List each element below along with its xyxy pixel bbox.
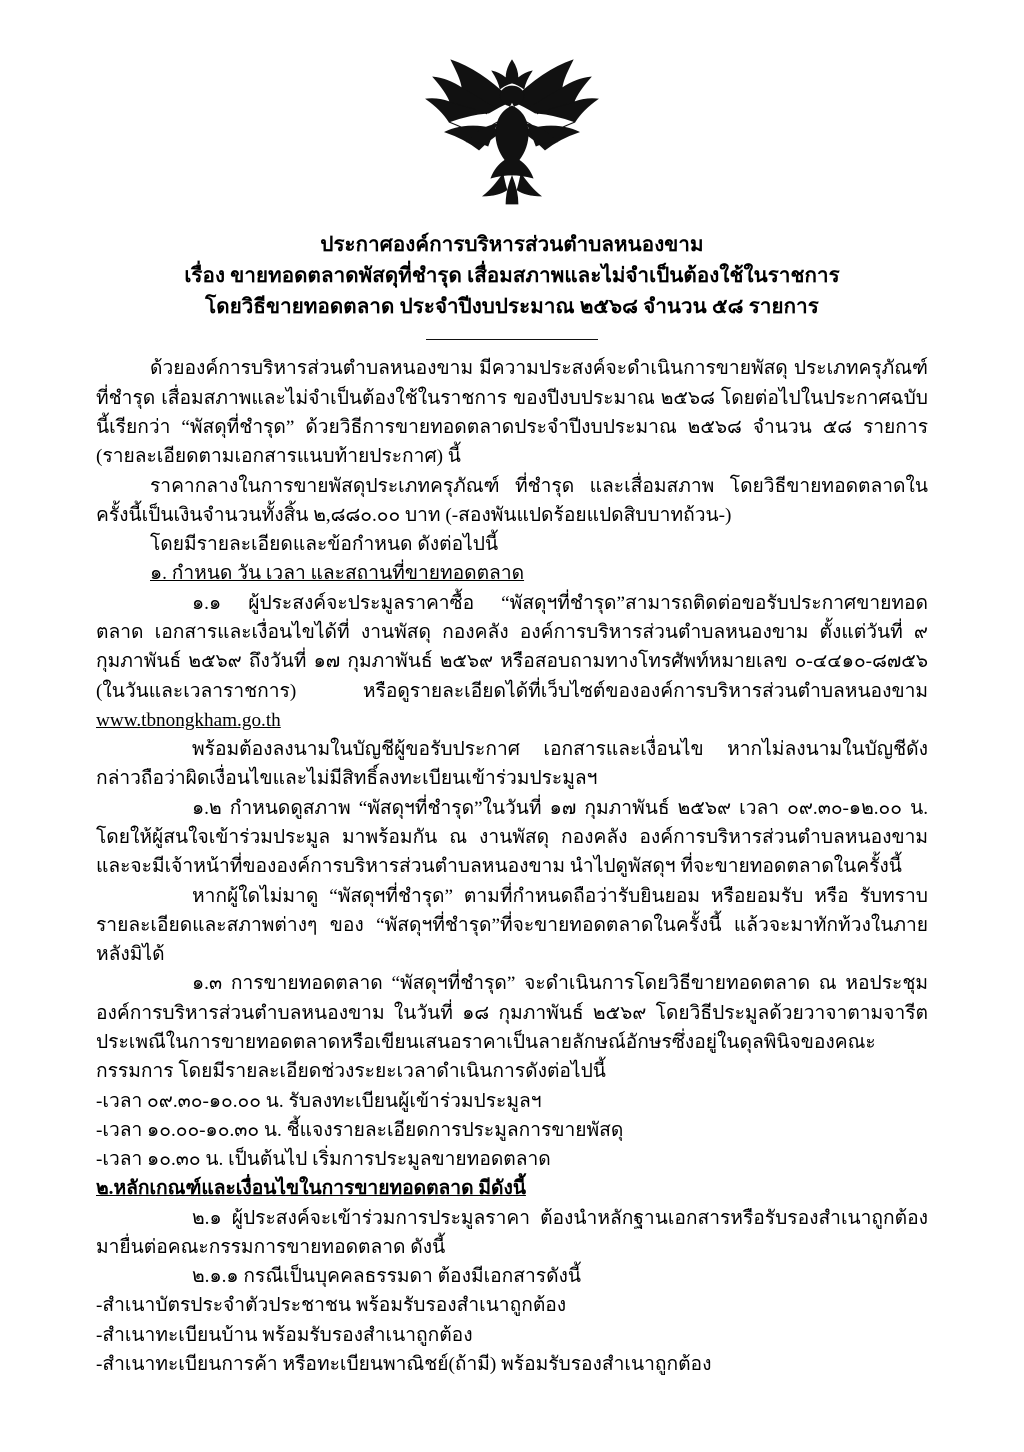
clause-1-3: ๑.๓ การขายทอดตลาด “พัสดุฯที่ชำรุด” จะดำเนินการโดยวิธีขายทอดตลาด ณ หอประชุมองค์การบริหารส่วนตำบลหนองขาม ในวันที่ ๑๘ กุมภาพันธ์ ๒๕๖๙ โดยวิธีประมูลด้วยวาจาตามจารีตประเพณีในการขายทอดตลาดหรือเขียนเสนอราคาเป็นลายลักษณ์อักษรซึ่งอยู่ในดุลพินิจของคณะกรรมการ โดยมีรายละเอียดช่วงระยะเวลาดำเนินการดังต่อไปนี้ [96, 973, 928, 1083]
clause-1-2-note: หากผู้ใดไม่มาดู “พัสดุฯที่ชำรุด” ตามที่กำหนดถือว่ารับยินยอม หรือยอมรับ หรือ รับทราบ รายละเอียดและสภาพต่างๆ ของ “พัสดุฯที่ชำรุด”ที่จะขายทอดตลาดในครั้งนี้ แล้วจะมาทักท้วงในภายหลังมิได้ [96, 885, 928, 966]
schedule-item-2: -เวลา ๑๐.๐๐-๑๐.๓๐ น. ชี้แจงรายละเอียดการประมูลการขายพัสดุ [96, 1119, 624, 1141]
paragraph-base-price: ราคากลางในการขายพัสดุประเภทครุภัณฑ์ ที่ชำรุด และเสื่อมสภาพ โดยวิธีขายทอดตลาดในครั้งนี้เป็นเงินจำนวนทั้งสิ้น ๒,๘๘๐.๐๐ บาท (-สองพันแปดร้อยแปดสิบบาทถ้วน-) [96, 475, 928, 526]
clause-2-1: ๒.๑ ผู้ประสงค์จะเข้าร่วมการประมูลราคา ต้องนำหลักฐานเอกสารหรือรับรองสำเนาถูกต้องมายื่นต่อคณะกรรมการขายทอดตลาด ดังนี้ [96, 1207, 928, 1258]
paragraph-intro: ด้วยองค์การบริหารส่วนตำบลหนองขาม มีความประสงค์จะดำเนินการขายพัสดุ ประเภทครุภัณฑ์ที่ชำรุด เสื่อมสภาพและไม่จำเป็นต้องใช้ในราชการ ของปีงบประมาณ ๒๕๖๘ โดยต่อไปในประกาศฉบับนี้เรียกว่า “พัสดุที่ชำรุด” ด้วยวิธีการขายทอดตลาดประจำปีงบประมาณ ๒๕๖๘ จำนวน ๕๘ รายการ (รายละเอียดตามเอกสารแนบท้ายประกาศ) นี้ [96, 358, 928, 468]
document-body [96, 354, 928, 1379]
paragraph-details-lead: โดยมีรายละเอียดและข้อกำหนด ดังต่อไปนี้ [150, 534, 499, 556]
clause-1-2: ๑.๒ กำหนดดูสภาพ “พัสดุฯที่ชำรุด”ในวันที่ ๑๗ กุมภาพันธ์ ๒๕๖๙ เวลา ๐๙.๓๐-๑๒.๐๐ น. โดยให้ผู้สนใจเข้าร่วมประมูล มาพร้อมกัน ณ งานพัสดุ กองคลัง องค์การบริหารส่วนตำบลหนองขาม และจะมีเจ้าหน้าที่ขององค์การบริหารส่วนตำบลหนองขาม นำไปดูพัสดุฯ ที่จะขายทอดตลาดในครั้งนี้ [96, 797, 928, 878]
document-requirement-1: -สำเนาบัตรประจำตัวประชาชน พร้อมรับรองสำเนาถูกต้อง [96, 1295, 567, 1317]
heading-line-2: เรื่อง ขายทอดตลาดพัสดุที่ชำรุด เสื่อมสภาพและไม่จำเป็นต้องใช้ในราชการ [184, 265, 840, 288]
website-link[interactable]: www.tbnongkham.go.th [96, 709, 281, 731]
schedule-item-3: -เวลา ๑๐.๓๐ น. เป็นต้นไป เริ่มการประมูลขายทอดตลาด [96, 1149, 551, 1171]
schedule-item-1: -เวลา ๐๙.๓๐-๑๐.๐๐ น. รับลงทะเบียนผู้เข้าร่วมประมูลฯ [96, 1090, 542, 1112]
heading-line-3: โดยวิธีขายทอดตลาด ประจำปีงบประมาณ ๒๕๖๘ จำนวน ๕๘ รายการ [205, 296, 819, 319]
emblem-container [96, 46, 928, 216]
page-title [96, 230, 928, 323]
heading-line-1: ประกาศองค์การบริหารส่วนตำบลหนองขาม [320, 234, 704, 256]
clause-1-1-note: พร้อมต้องลงนามในบัญชีผู้ขอรับประกาศ เอกสารและเงื่อนไข หากไม่ลงนามในบัญชีดังกล่าวถือว่าผิดเงื่อนไขและไม่มีสิทธิ์ลงทะเบียนเข้าร่วมประมูลฯ [96, 739, 928, 790]
clause-2-1-1: ๒.๑.๑ กรณีเป็นบุคคลธรรมดา ต้องมีเอกสารดังนี้ [192, 1266, 582, 1288]
section-1-heading [96, 559, 928, 588]
clause-1-1 [96, 589, 928, 735]
divider [426, 339, 598, 340]
section-1-heading-text: ๑. กำหนด วัน เวลา และสถานที่ขายทอดตลาด [150, 563, 525, 585]
garuda-emblem [417, 46, 607, 206]
document-requirement-3: -สำเนาทะเบียนการค้า หรือทะเบียนพาณิชย์(ถ้ามี) พร้อมรับรองสำเนาถูกต้อง [96, 1354, 712, 1376]
section-2-heading [96, 1174, 928, 1203]
document-requirement-2: -สำเนาทะเบียนบ้าน พร้อมรับรองสำเนาถูกต้อง [96, 1324, 473, 1346]
clause-1-1-text: ๑.๑ ผู้ประสงค์จะประมูลราคาซื้อ “พัสดุฯที่ชำรุด”สามารถติดต่อขอรับประกาศขายทอดตลาด เอกสารและเงื่อนไขได้ที่ งานพัสดุ กองคลัง องค์การบริหารส่วนตำบลหนองขาม ตั้งแต่วันที่ ๙ กุมภาพันธ์ ๒๕๖๙ ถึงวันที่ ๑๗ กุมภาพันธ์ ๒๕๖๙ หรือสอบถามทางโทรศัพท์หมายเลข ๐-๔๔๑๐-๘๗๕๖ (ในวันและเวลาราชการ) หรือดูรายละเอียดได้ที่เว็บไซต์ขององค์การบริหารส่วนตำบลหนองขาม [96, 592, 928, 702]
section-2-heading-text: ๒.หลักเกณฑ์และเงื่อนไขในการขายทอดตลาด มีดังนี้ [96, 1178, 526, 1200]
